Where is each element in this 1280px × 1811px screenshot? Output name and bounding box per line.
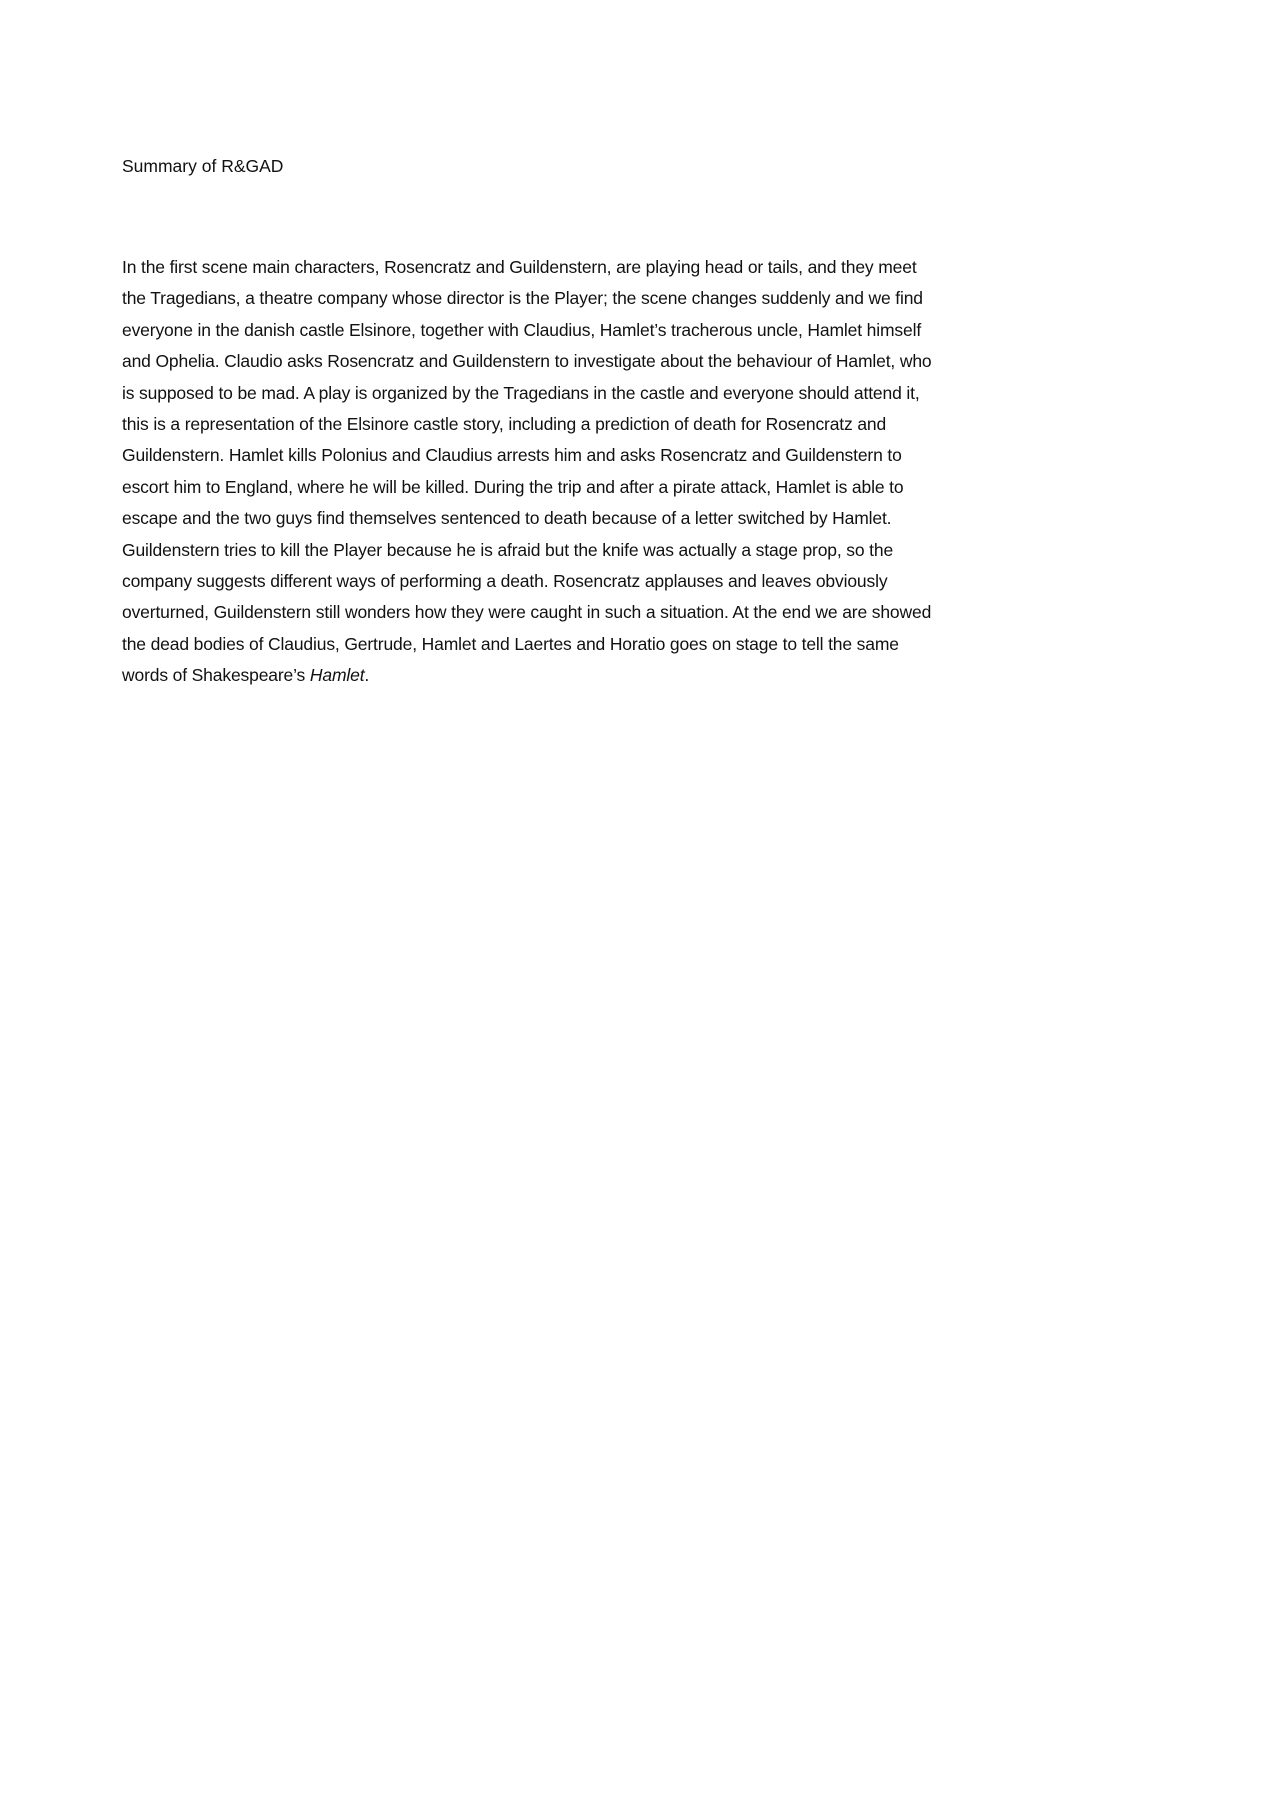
paragraph-line: this is a representation of the Elsinore castle story, including a prediction of death for Rosencratz and (122, 414, 887, 435)
paragraph-line: everyone in the danish castle Elsinore, together with Claudius, Hamlet’s tracherous uncle, Hamlet himself (122, 319, 922, 340)
paragraph-line: Guildenstern. Hamlet kills Polonius and Claudius arrests him and asks Rosencratz and Guildenstern to (122, 445, 902, 466)
paragraph-line: escort him to England, where he will be killed. During the trip and after a pirate attack, Hamlet is able to (122, 476, 904, 497)
last-line-period: . (364, 665, 370, 686)
summary-paragraph (122, 252, 932, 692)
paragraph-line: escape and the two guys find themselves sentenced to death because of a letter switched by Hamlet. (122, 508, 892, 529)
paragraph-line: In the first scene main characters, Rosencratz and Guildenstern, are playing head or tails, and they meet (122, 257, 917, 277)
paragraph-line: Guildenstern tries to kill the Player because he is afraid but the knife was actually a stage prop, so the (122, 539, 894, 560)
paragraph-line: and Ophelia. Claudio asks Rosencratz and Guildenstern to investigate about the behaviour of Hamlet, who (122, 351, 932, 372)
paragraph-line: company suggests different ways of performing a death. Rosencratz applauses and leaves obviously (122, 571, 888, 592)
paragraph-line: the dead bodies of Claudius, Gertrude, Hamlet and Laertes and Horatio goes on stage to tell the same (122, 633, 899, 654)
paragraph-line: is supposed to be mad. A play is organized by the Tragedians in the castle and everyone should attend it, (122, 382, 920, 403)
document-title: Summary of R&GAD (122, 156, 284, 176)
paragraph-line: overturned, Guildenstern still wonders how they were caught in such a situation. At the end we are showed (122, 602, 932, 623)
paragraph-last-line (122, 660, 932, 691)
paragraph-line: the Tragedians, a theatre company whose director is the Player; the scene changes suddenly and we find (122, 288, 923, 309)
last-line-text: words of Shakespeare’s (122, 665, 310, 686)
italic-work-title: Hamlet (309, 665, 365, 686)
